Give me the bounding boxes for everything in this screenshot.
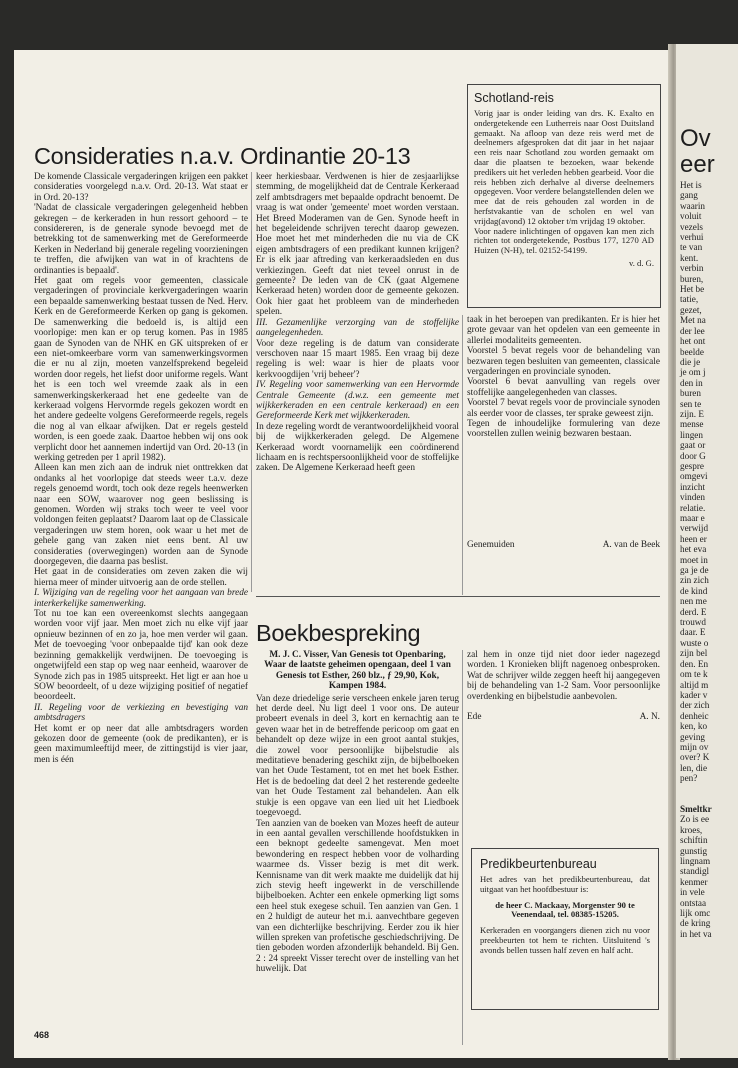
boek-column-1	[256, 650, 459, 975]
text-line: nen me	[680, 596, 707, 607]
schotland-box	[467, 84, 661, 308]
column-divider	[462, 650, 463, 1045]
text-line: gang	[680, 190, 698, 201]
text-line: trouwd	[680, 617, 707, 628]
schotland-sign: v. d. G.	[629, 257, 654, 268]
article-column-1	[34, 172, 248, 765]
article-column-2	[256, 172, 459, 474]
text-line: gaat or	[680, 440, 706, 451]
predik-note: Kerkeraden en voorgangers dienen zich nu voor preekbeurten tot hem te richten. Uitsluitend 's avonds bellen tussen half zeven en half acht.	[480, 925, 650, 955]
next-article-title: Ov eer	[680, 125, 715, 178]
text-line: lingnam	[680, 856, 711, 867]
text-line: je om j	[680, 367, 706, 378]
paragraph: I. Wijziging van de regeling voor het aangaan van brede interkerkelijke samenwerking.	[34, 588, 248, 609]
text-line: inzicht	[680, 481, 706, 492]
paragraph: IV. Regeling voor samenwerking van een Hervormde Centrale Gemeente (d.w.z. een gemeente met wijkkerkeraden en een centrale kerkeraad) en een Gereformeerde Kerk met wijkkerkeraden.	[256, 380, 459, 422]
article-author: A. van de Beek	[602, 540, 660, 550]
text-line: zijn. E	[680, 408, 704, 419]
article-signature	[467, 540, 660, 550]
text-line: verhui	[680, 232, 704, 243]
paragraph: Het komt er op neer dat alle ambtsdragers worden gekozen door de gemeente (ook de predikanten), er is geen maximumleeftijd meer, de zittingstijd is vier jaar, men is één	[34, 723, 248, 765]
text-line: kent.	[680, 252, 699, 263]
paragraph: Het gaat in de consideraties om zeven zaken die wij hierna meer of minder uitvoerig aan de orde stellen.	[34, 567, 248, 588]
text-line: in het va	[680, 928, 712, 939]
text-line: mense	[680, 419, 704, 430]
text-line: pen?	[680, 773, 698, 784]
boek-text-2: zal hem in onze tijd niet door ieder nagezegd worden. 1 Kronieken blijft nagenoeg onbesproken. Wat de schrijver wilde zeggen heeft hij aangegeven bij de behandeling van 1-2 Sam. Voor persoonlijke overdenking en bijbelstudie aanbevolen.	[467, 650, 660, 702]
text-line: Met na	[680, 315, 706, 326]
text-line: zin zich	[680, 575, 709, 586]
text-line: heen er	[680, 533, 707, 544]
schotland-body-2: Voor nadere inlichtingen of opgaven kan men zich richten tot ondergetekende, Postbus 177, 1270 AD Huizen (N-H), tel. 02152-54199.	[474, 225, 654, 256]
next-article-text	[680, 180, 709, 784]
text-line: verbin	[680, 263, 704, 274]
text-line: vezels	[680, 221, 703, 232]
boek-title: Boekbespreking	[256, 620, 421, 646]
text-line: len, die	[680, 762, 708, 773]
text-line: Het is	[680, 180, 702, 190]
text-line: beelde	[680, 346, 704, 357]
schotland-title: Schotland-reis	[474, 91, 554, 105]
text-line: gezet,	[680, 304, 702, 315]
article-title: Consideraties n.a.v. Ordinantie 20-13	[34, 143, 411, 169]
text-line: om te k	[680, 669, 708, 680]
article-column-3	[467, 315, 660, 440]
subsection-heading: Smeltkr	[680, 804, 712, 814]
text-line: kenmer	[680, 876, 708, 887]
text-line: verwijd	[680, 523, 709, 534]
page-right	[676, 44, 738, 1058]
boek-heading: M. J. C. Visser, Van Genesis tot Openbaring, Waar de laatste geheimen opengaan, deel 1 van Genesis tot Esther, 260 blz., ƒ 29,90, Kok, Kampen 1984.	[264, 650, 451, 692]
text-line: het eva	[680, 544, 707, 555]
schotland-body: Vorig jaar is onder leiding van drs. K. Exalto en ondergetekende een Lutherreis naar Oost Duitsland gemaakt. Na afloop van deze reis werd met de deelnemers afgesproken dat dit jaar in het najaar een reis naar Schotland zou worden gemaakt om daar die plaatsen te bezoeken, waar bekende predikers uit het verleden hebben gearbeid. Voor die reis hebben zich derhalve al diverse deelnemers opgegeven. Voor verdere belangstellenden delen we mee dat de reis gehouden zal worden in de herfstvakantie van de scholen en wel van vrijdag(avond) 12 oktober t/m vrijdag 19 oktober.	[474, 108, 654, 226]
section-divider	[256, 596, 660, 597]
text-line: derd. E	[680, 606, 707, 617]
text-line: geving	[680, 731, 706, 742]
column-divider	[462, 315, 463, 595]
text-line: den in	[680, 377, 703, 388]
paragraph: Van deze driedelige serie verscheen enkele jaren terug het derde deel. Nu ligt deel 1 voor ons. De auteur probeert evenals in deel 3, kort en kernachtig aan te geven waar het in de betreffende pericoop om gaat en behandelt op deze wijze in een groot aantal stukjes, die zowel voor persoonlijke bijbelstudie als meditatieve benadering geschikt zijn, de bijbelboeken van het Oude Testament, tot en met het boek Esther. Het is de bedoeling dat deel 2 het resterende gedeelte van het Oude Testament zal behandelen. Aan elk stukje is een opgave van een lied uit het Liedboek toegevoegd.	[256, 693, 459, 819]
paragraph: In deze regeling wordt de verantwoordelijkheid vooral bij de wijkkerkeraden gelegd. De Algemene Kerkeraad wordt voornamelijk een coördinerend lichaam en is rechtspersoonlijkheid voor de stoffelijke zaken. De Algemene Kerkeraad heeft geen	[256, 421, 459, 474]
text-line: buren	[680, 388, 701, 399]
text-line: tatie,	[680, 294, 699, 305]
text-line: den. En	[680, 658, 709, 669]
text-line: Zo is ee	[680, 814, 710, 825]
paragraph: Ten aanzien van de boeken van Mozes heeft de auteur in een aantal gevallen verschillende hoofdstukken in een beknopt gedeelte samengevat. Men moet bewondering en respect hebben voor de volharding waarmee ds. Visser bezig is met dit werk. Kennisname van dit werk maakte me duidelijk dat hij zich stevig heeft ingewerkt in de verschillende bijbelboeken. Achter een enkele opmerking ligt soms een heel stuk exegese schuil. Ten aanzien van Gen. 1 en 2 huldigt de auteur het m.i. aanvechtbare gegeven van een dichterlijke beschrijving. Eerder zou ik hier willen spreken van profetische geschiedschrijving. De tien geboden worden afzonderlijk behandeld. Bij Gen. 2 : 24 spreekt Visser terecht over de instelling van het huwelijk. Dat	[256, 818, 459, 975]
paragraph: Tot nu toe kan een overeenkomst slechts aangegaan worden voor vijf jaar. Men moet zich nu elke vijf jaar opnieuw bezinnen of en zo ja, hoe men verder wil gaan. Met de toevoeging 'voor onbepaalde tijd' kan ook deze bezinning gemakkelijk verdwijnen. De toevoeging is ongetwijfeld een stap op weg naar eenheid, waarover de Synode zich pas in 1985 uitspreekt. Het ligt er aan hoe u SOW beoordeelt, of u deze wijziging positief of negatief beoordeelt.	[34, 609, 248, 703]
text-line: denheic	[680, 710, 709, 721]
page-number: 468	[34, 1030, 50, 1040]
text-line: buren,	[680, 273, 704, 284]
predik-title: Predikbeurtenbureau	[480, 857, 597, 871]
text-line: gespre	[680, 460, 704, 471]
text-line: die je	[680, 356, 701, 367]
text-line: gunstig	[680, 845, 708, 856]
paragraph: Voorstel 5 bevat regels voor de behandeling van bezwaren tegen besluiten van gemeenten, classicale vergaderingen en provinciale synoden.	[467, 346, 660, 378]
paragraph: keer herkiesbaar. Verdwenen is hier de zesjaarlijkse stemming, de mogelijkheid dat de Centrale Kerkeraad zelf ambtsdragers met bepaalde opdracht benoemt. De vraag is wat onder 'gemeente' moet worden verstaan. Het Breed Moderamen van de Gen. Synode heeft in het begeleidende schrijven terecht daarop gewezen. Hoe moet het met minderheden die nu via de CK eigen ambtsdragers of een predikant kunnen krijgen? Er is elk jaar aftreding van kerkeraadsleden en dus verkiezingen. Geeft dat niet teveel onrust in de gemeente? De leden van de CK (gaat Algemene Kerkeraad heten) worden door de gemeente gekozen. Ook hier gaat het probleem van de minderheden spelen.	[256, 172, 459, 318]
paragraph: II. Regeling voor de verkiezing en bevestiging van ambtsdragers	[34, 702, 248, 724]
predik-intro: Het adres van het predikbeurtenbureau, dat uitgaat van het hoofdbestuur is:	[480, 874, 650, 894]
text-line: waarin	[680, 200, 705, 211]
next-article-subsection	[680, 804, 712, 939]
text-line: ga je de	[680, 565, 709, 576]
text-line: wuste o	[680, 637, 709, 648]
text-line: door G	[680, 450, 706, 461]
paragraph: III. Gezamenlijke verzorging van de stoffelijke aangelegenheden.	[256, 317, 459, 339]
text-line: mijn ov	[680, 741, 709, 752]
text-line: kroes,	[680, 824, 703, 835]
text-line: Het be	[680, 284, 705, 295]
text-line: der zich	[680, 700, 710, 711]
text-line: moet in	[680, 554, 708, 565]
paragraph: 'Nadat de classicale vergaderingen gelegenheid hebben gekregen – de kerkeraden in hun ressort gehoord – te considereren, is de generale synode bevoegd met de betrekking tot de samenwerking met de Gereformeerde Kerken in Nederland bij generale regeling voorzieningen te treffen, die afwijken van wat in of krachtens de ordinanties is bepaald'.	[34, 203, 248, 276]
text-line: relatie.	[680, 502, 706, 513]
paragraph: Voor deze regeling is de datum van considerate verschoven naar 15 maart 1985. Een vraag bij deze regeling is wel: waar is hier de plaats voor kerkvoogdijen 'vrij beheer'?	[256, 338, 459, 380]
article-place: Genemuiden	[467, 540, 515, 550]
text-line: ken, ko	[680, 721, 708, 732]
text-line: te van	[680, 242, 703, 253]
text-line: maar e	[680, 513, 705, 523]
text-line: altijd m	[680, 679, 709, 690]
paragraph: Het gaat om regels voor gemeenten, classicale vergaderingen of provinciale kerkvergaderingen waarin een bepaalde samenwerking bestaat tussen de Ned. Herv. Kerk en de Gereformeerde Kerken op gang is gekomen. De samenwerking die bedoeld is, is altijd een voorlopige: men kan er op terug komen. Pas in 1985 gaan de Synoden van de NHK en GK uitspreken of er een niet-omkeerbare vorm van samenwerkingsvormen die er nu al zijn, moeten vanzelfsprekend begeleid worden door regels, het liefst door uniforme regels. Want het is een toch wel vreemde zaak als in een samenwerkingskerkeraad het ene gedeelte van de kerkeraad volgens Hervormde regels gekozen wordt en het andere gedeelte volgens Gereformeerde regels, regels die nog al van elkaar afwijken. Dat er regels gesteld worden, is een goede zaak. Daartoe hebben wij ons ook verplicht door het aannemen indertijd van Ord. 20-13 (in werking getreden per 1 april 1982).	[34, 276, 248, 463]
boek-column-2	[467, 650, 660, 722]
predik-address: de heer C. Mackaay, Morgenster 90 te Veenendaal, tel. 08385-15205.	[495, 899, 635, 920]
text-line: lijk omc	[680, 908, 711, 919]
text-line: de kring	[680, 918, 711, 929]
text-line: over? K	[680, 752, 710, 763]
paragraph: Voorstel 7 bevat regels voor de provinciale synoden als eerder voor de classes, ter sprake geweest zijn.	[467, 398, 660, 419]
boek-place: Ede	[467, 712, 482, 723]
paragraph: De komende Classicale vergaderingen krijgen een pakket consideraties voorgelegd n.a.v. Ord. 20-13. Wat staat er in Ord. 20-13?	[34, 172, 248, 203]
boek-sign: A. N.	[639, 712, 660, 723]
paragraph: Voorstel 6 bevat aanvulling van regels over stoffelijke aangelegenheden van classes.	[467, 377, 660, 398]
text-line: zijn bel	[680, 648, 708, 659]
text-line: vinden	[680, 492, 706, 503]
text-line: kader v	[680, 689, 708, 700]
text-line: de kind	[680, 585, 708, 596]
text-line: ontstaa	[680, 897, 707, 908]
paragraph: Tegen de inhoudelijke formulering van deze voorstellen zullen weinig bezwaren bestaan.	[467, 419, 660, 440]
text-line: sen te	[680, 398, 702, 409]
paragraph: Alleen kan men zich aan de indruk niet onttrekken dat ondanks al het voorlopige dat steeds weer t.a.v. deze regels genoemd wordt, toch ook deze regels heenwerken naar een SOW, waarover nog geen beslissing is genomen. Worden wij straks toch weer te veel voor voldongen feiten geplaatst? Daarom laat op de Classicale vergaderingen uw stem horen, ook waar u het met de gehele gang van zaken niet eens bent. Al uw consideraties (overwegingen) worden aan de Synode doorgegeven, die daarna pas beslist.	[34, 463, 248, 568]
predik-box	[471, 848, 659, 1010]
text-line: daar. E	[680, 627, 706, 638]
text-line: standigl	[680, 866, 710, 877]
column-divider	[251, 172, 252, 592]
text-line: schiftin	[680, 835, 708, 846]
text-line: omgevi	[680, 471, 708, 482]
paragraph: taak in het beroepen van predikanten. Er is hier het grote gevaar van het opdelen van een gemeente in allerlei modaliteits gemeenten.	[467, 315, 660, 346]
text-line: het ont	[680, 336, 706, 347]
text-line: voluit	[680, 211, 702, 222]
text-line: lingen	[680, 429, 703, 440]
text-line: der lee	[680, 325, 705, 336]
text-line: in vele	[680, 887, 705, 898]
